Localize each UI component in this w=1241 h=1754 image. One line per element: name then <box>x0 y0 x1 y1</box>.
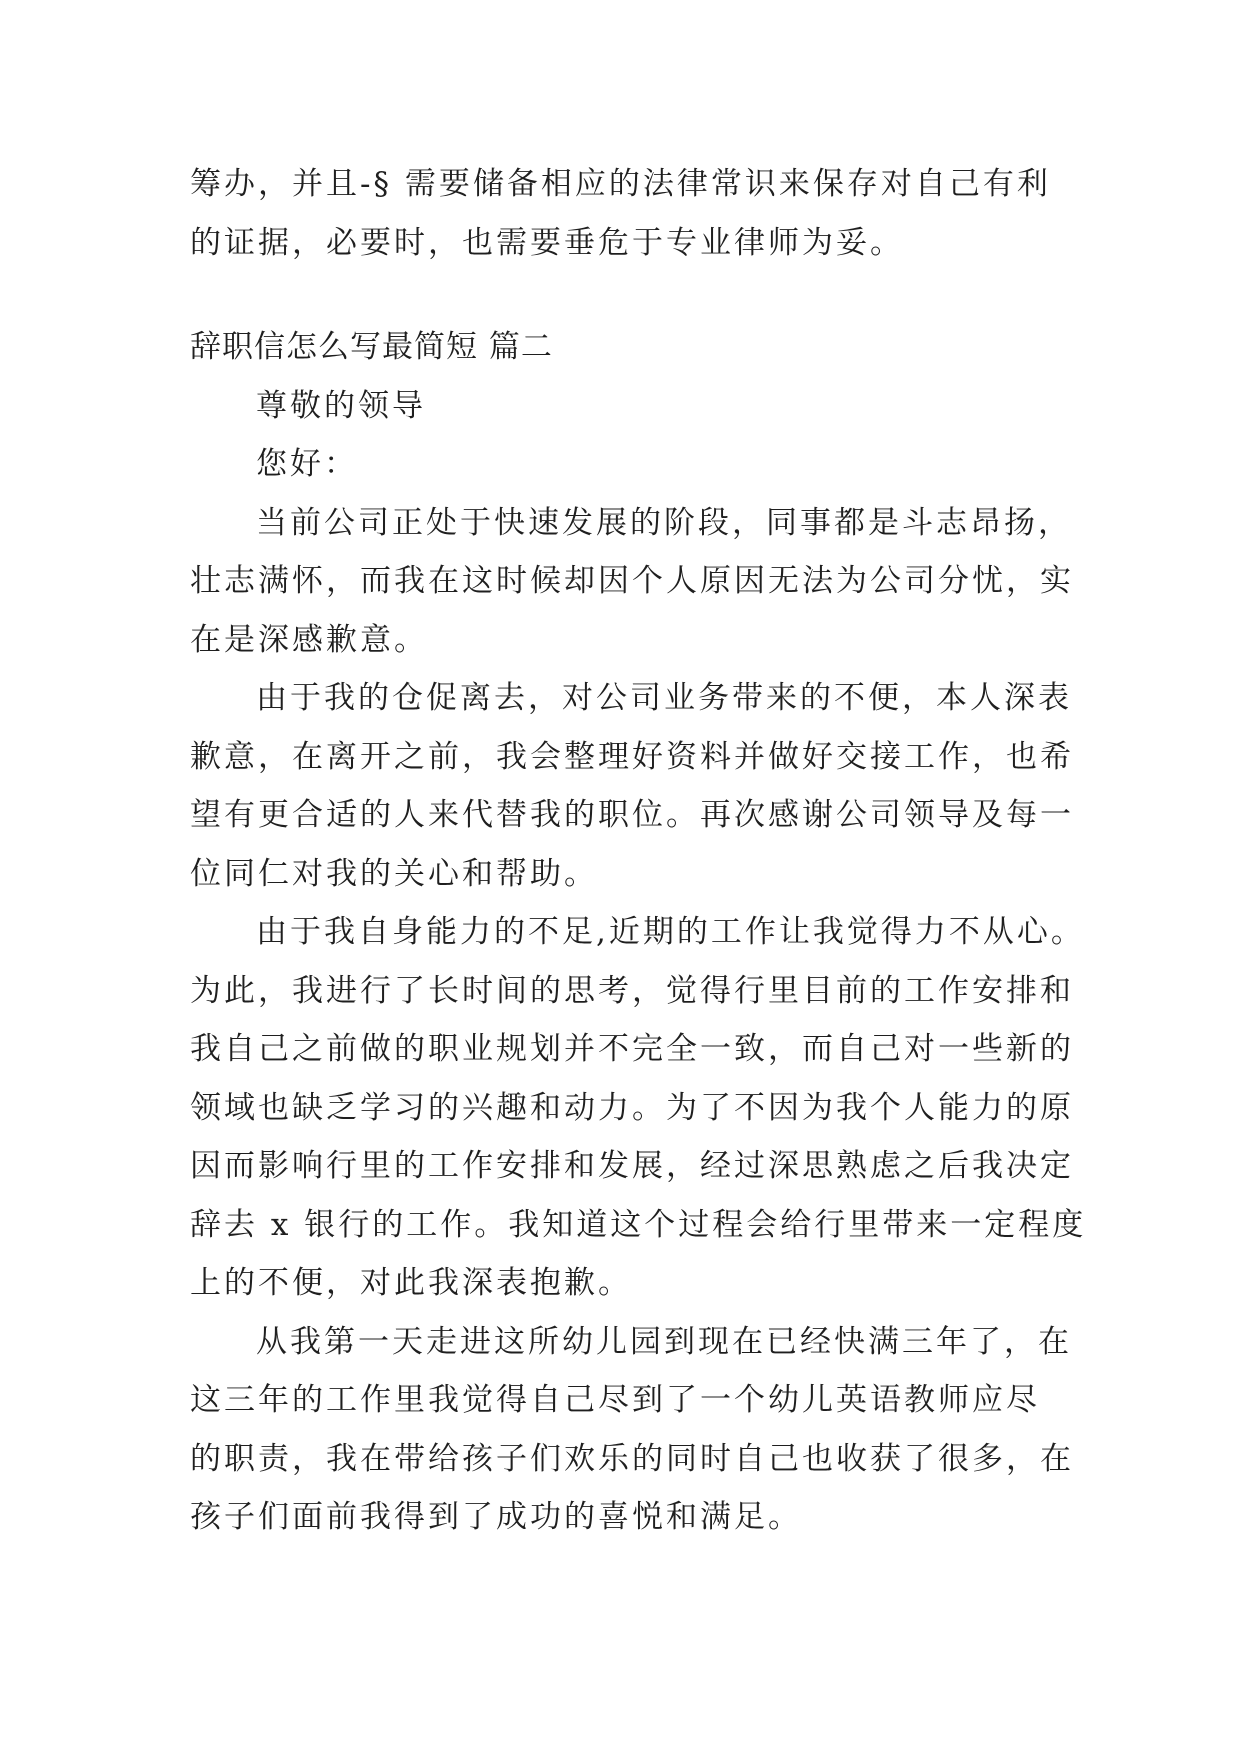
paragraph-3-line-3: 我自己之前做的职业规划并不完全一致，而自己对一些新的 <box>190 1031 1074 1067</box>
paragraph-1-line-3: 在是深感歉意。 <box>190 621 428 658</box>
paragraph-2-line-2: 歉意，在离开之前，我会整理好资料并做好交接工作，也希 <box>190 738 1074 775</box>
paragraph-3-line-2: 为此，我进行了长时间的思考，觉得行里目前的工作安排和 <box>190 972 1074 1009</box>
paragraph-2-line-3: 望有更合适的人来代替我的职位。再次感谢公司领导及每一 <box>190 797 1074 833</box>
paragraph-3-line-7: 上的不便，对此我深表抱歉。 <box>190 1265 632 1301</box>
paragraph-2-line-1: 由于我的仓促离去，对公司业务带来的不便，本人深表 <box>256 680 1072 716</box>
paragraph-3 <box>190 903 1087 1313</box>
section-heading: 辞职信怎么写最简短 篇二 <box>190 329 553 365</box>
salutation: 尊敬的领导 <box>256 387 426 424</box>
intro-line-2: 的证据，必要时，也需要垂危于专业律师为妥。 <box>190 224 904 261</box>
paragraph-1 <box>190 494 1074 670</box>
paragraph-1-line-1: 当前公司正处于快速发展的阶段，同事都是斗志昂扬， <box>256 504 1072 541</box>
paragraph-2 <box>190 669 1074 903</box>
paragraph-3-line-5: 因而影响行里的工作安排和发展，经过深思熟虑之后我决定 <box>190 1148 1074 1184</box>
paragraph-3-line-6: 辞去 x 银行的工作。我知道这个过程会给行里带来一定程度 <box>190 1206 1087 1243</box>
paragraph-4-line-3: 的职责，我在带给孩子们欢乐的同时自己也收获了很多，在 <box>190 1440 1074 1477</box>
paragraph-3-line-4: 领域也缺乏学习的兴趣和动力。为了不因为我个人能力的原 <box>190 1089 1074 1126</box>
paragraph-2-line-4: 位同仁对我的关心和帮助。 <box>190 855 598 892</box>
paragraph-4 <box>190 1313 1074 1547</box>
intro-line-1: 筹办，并且-§ 需要储备相应的法律常识来保存对自己有利 <box>190 166 1051 202</box>
greeting: 您好： <box>256 446 358 482</box>
paragraph-4-line-4: 孩子们面前我得到了成功的喜悦和满足。 <box>190 1499 802 1535</box>
paragraph-3-line-1: 由于我自身能力的不足,近期的工作让我觉得力不从心。 <box>256 914 1085 950</box>
document-body <box>190 155 1087 1547</box>
paragraph-4-line-1: 从我第一天走进这所幼儿园到现在已经快满三年了，在 <box>256 1323 1072 1360</box>
intro-paragraph <box>190 155 1070 272</box>
paragraph-1-line-2: 壮志满怀，而我在这时候却因个人原因无法为公司分忧，实 <box>190 563 1074 599</box>
paragraph-4-line-2: 这三年的工作里我觉得自己尽到了一个幼儿英语教师应尽 <box>190 1382 1040 1418</box>
